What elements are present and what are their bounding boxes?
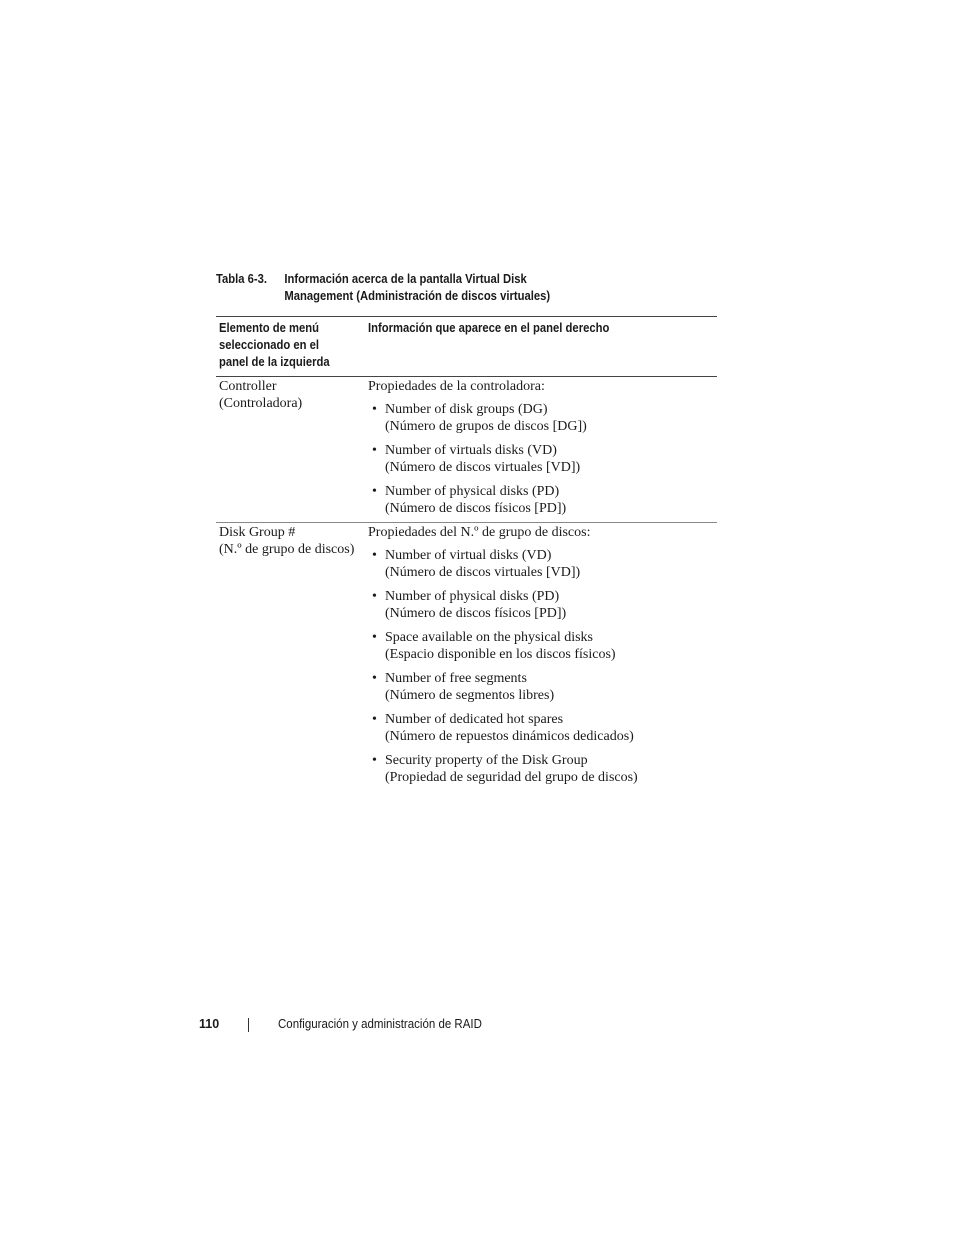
bullet-icon: • — [372, 630, 377, 645]
page-number: 110 — [199, 1017, 220, 1031]
bullet-icon: • — [372, 671, 377, 686]
bullet-icon: • — [372, 589, 377, 604]
table-caption — [216, 271, 550, 305]
list-item: • Space available on the physical disks (Espacio disponible en los discos físicos) — [372, 630, 616, 662]
list-item: • Number of physical disks (PD) (Número de discos físicos [PD]) — [372, 589, 567, 621]
table-row — [216, 377, 717, 522]
property-list — [368, 401, 713, 517]
list-item: • Number of disk groups (DG) (Número de grupos de discos [DG]) — [372, 402, 587, 434]
row-intro: Propiedades del N.º de grupo de discos: — [368, 525, 591, 540]
bullet-icon: • — [372, 402, 377, 417]
list-item: • Number of dedicated hot spares (Número de repuestos dinámicos dedicados) — [372, 712, 634, 744]
list-item: • Security property of the Disk Group (Propiedad de seguridad del grupo de discos) — [372, 753, 638, 785]
row-info — [368, 524, 713, 793]
property-list — [368, 547, 713, 786]
info-table — [216, 316, 717, 793]
header-col1: Elemento de menú seleccionado en el panel de la izquierda — [219, 321, 330, 369]
header-col2: Información que aparece en el panel derecho — [368, 321, 610, 335]
row-info — [368, 378, 713, 524]
list-item: • Number of virtuals disks (VD) (Número de discos virtuales [VD]) — [372, 443, 581, 475]
footer-separator — [248, 1018, 249, 1032]
table-row — [216, 523, 717, 793]
bullet-icon: • — [372, 753, 377, 768]
table-title-line1: Información acerca de la pantalla Virtual Disk — [284, 272, 527, 286]
bullet-icon: • — [372, 443, 377, 458]
bullet-icon: • — [372, 712, 377, 727]
row-intro: Propiedades de la controladora: — [368, 379, 545, 394]
table-title-line2: Management (Administración de discos virtuales) — [284, 289, 551, 303]
list-item: • Number of free segments (Número de segmentos libres) — [372, 671, 555, 703]
list-item: • Number of virtual disks (VD) (Número de discos virtuales [VD]) — [372, 548, 581, 580]
row-item: Disk Group # (N.º de grupo de discos) — [219, 525, 355, 557]
row-item: Controller (Controladora) — [219, 379, 303, 411]
section-title: Configuración y administración de RAID — [278, 1017, 482, 1031]
bullet-icon: • — [372, 484, 377, 499]
bullet-icon: • — [372, 548, 377, 563]
table-header — [216, 317, 717, 376]
table-number: Tabla 6-3. — [216, 272, 268, 286]
list-item: • Number of physical disks (PD) (Número de discos físicos [PD]) — [372, 484, 567, 516]
